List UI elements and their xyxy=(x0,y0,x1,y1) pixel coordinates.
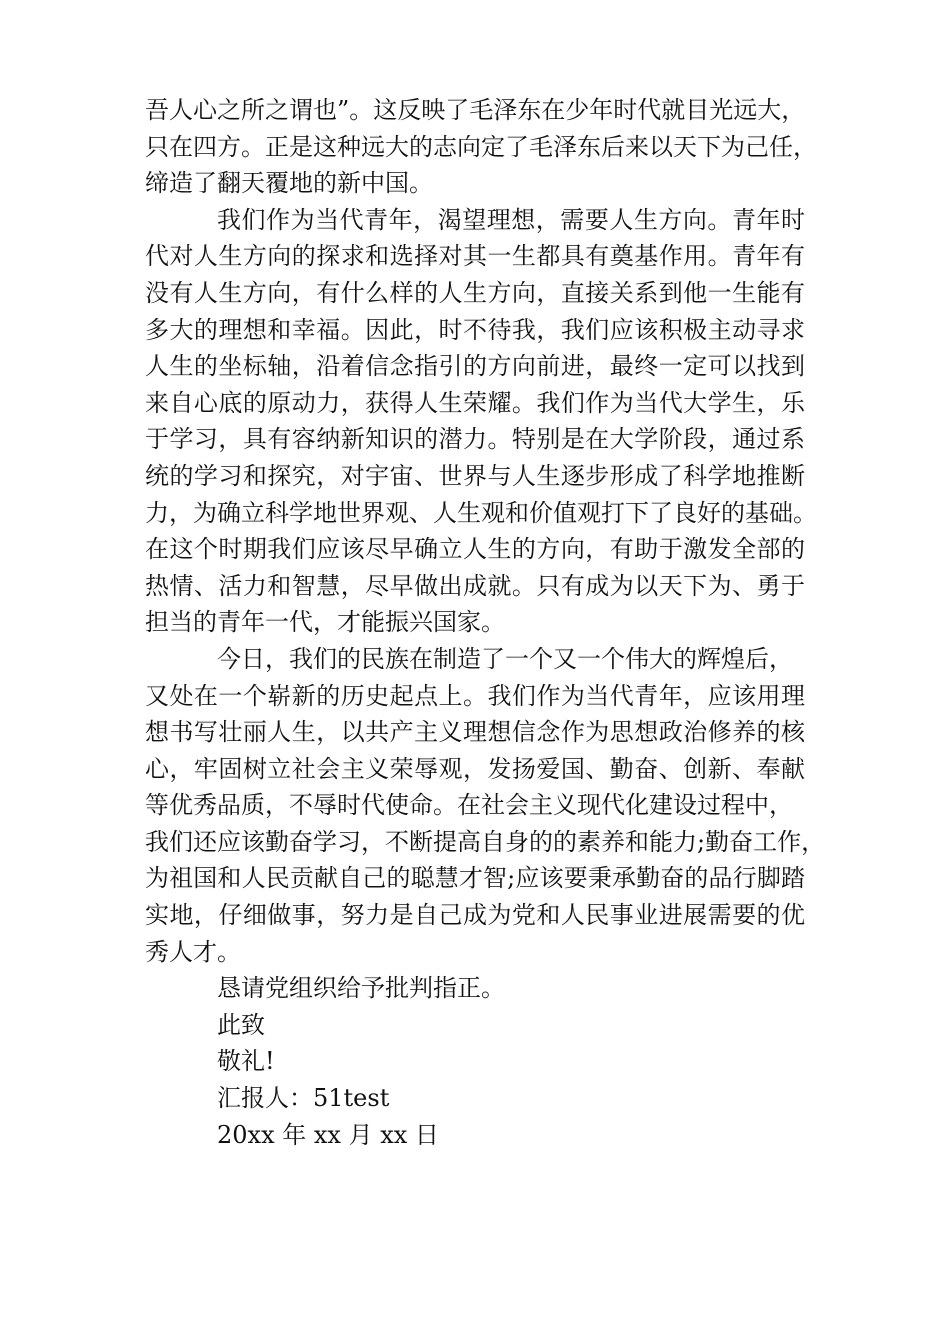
text-line: 等优秀品质，不辱时代使命。在社会主义现代化建设过程中， xyxy=(145,791,793,820)
text-line: 力，为确立科学地世界观、人生观和价值观打下了良好的基础。 xyxy=(145,498,817,527)
salutation-line-1: 此致 xyxy=(217,1010,265,1039)
text-line: 今日，我们的民族在制造了一个又一个伟大的辉煌后， xyxy=(217,644,793,673)
text-line: 热情、活力和智慧，尽早做出成就。只有成为以天下为、勇于 xyxy=(145,571,805,600)
document-body xyxy=(145,92,826,1153)
text-line: 我们作为当代青年，渴望理想，需要人生方向。青年时 xyxy=(217,205,805,234)
text-line: 实地，仔细做事，努力是自己成为党和人民事业进展需要的优 xyxy=(145,901,805,930)
text-line: 我们还应该勤奋学习，不断提高自身的的素养和能力;勤奋工作， xyxy=(145,827,826,856)
reporter-name: 汇报人：51test xyxy=(217,1084,390,1113)
text-line: 想书写壮丽人生，以共产主义理想信念作为思想政治修养的核 xyxy=(145,718,805,747)
report-date: 20xx 年 xx 月 xx 日 xyxy=(217,1120,439,1149)
text-line: 担当的青年一代，才能振兴国家。 xyxy=(145,608,505,637)
text-line: 没有人生方向，有什么样的人生方向，直接关系到他一生能有 xyxy=(145,278,805,307)
text-line: 只在四方。正是这种远大的志向定了毛泽东后来以天下为己任， xyxy=(145,132,817,161)
text-line: 秀人才。 xyxy=(145,937,241,966)
text-line: 吾人心之所之谓也”。这反映了毛泽东在少年时代就目光远大， xyxy=(145,96,806,124)
text-line: 心，牢固树立社会主义荣辱观，发扬爱国、勤奋、创新、奉献 xyxy=(145,754,805,783)
text-line: 多大的理想和幸福。因此，时不待我，我们应该积极主动寻求 xyxy=(145,315,805,344)
text-line: 代对人生方向的探求和选择对其一生都具有奠基作用。青年有 xyxy=(145,242,805,271)
text-line: 来自心底的原动力，获得人生荣耀。我们作为当代大学生，乐 xyxy=(145,388,805,417)
closing-request: 恳请党组织给予批判指正。 xyxy=(217,974,505,1003)
text-line: 统的学习和探究，对宇宙、世界与人生逐步形成了科学地推断 xyxy=(145,461,805,490)
text-line: 在这个时期我们应该尽早确立人生的方向，有助于激发全部的 xyxy=(145,535,805,564)
text-line: 缔造了翻天覆地的新中国。 xyxy=(145,169,433,198)
text-line: 又处在一个崭新的历史起点上。我们作为当代青年，应该用理 xyxy=(145,681,805,710)
text-line: 于学习，具有容纳新知识的潜力。特别是在大学阶段，通过系 xyxy=(145,425,805,454)
text-line: 人生的坐标轴，沿着信念指引的方向前进，最终一定可以找到 xyxy=(145,352,805,381)
salutation-line-2: 敬礼! xyxy=(217,1047,275,1076)
text-line: 为祖国和人民贡献自己的聪慧才智;应该要秉承勤奋的品行脚踏 xyxy=(145,864,805,893)
